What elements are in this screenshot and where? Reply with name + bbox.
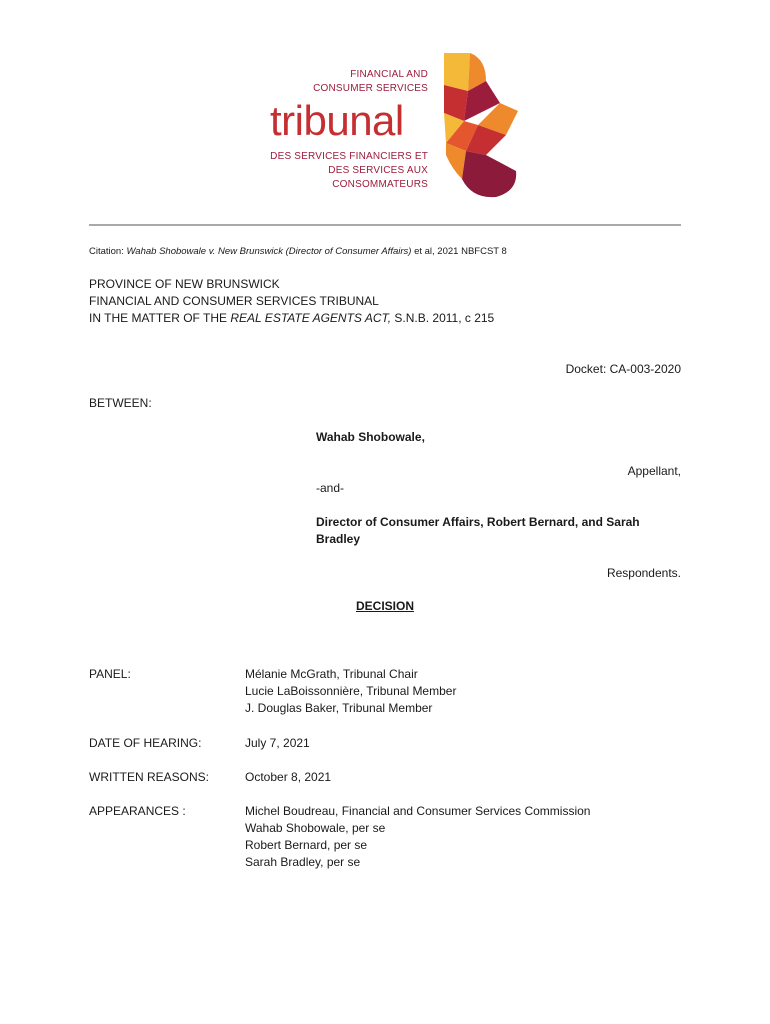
hearing-date-row	[89, 735, 689, 752]
respondents-role: Respondents.	[606, 566, 681, 580]
logo-t-mark-icon	[440, 51, 522, 201]
written-reasons-value: October 8, 2021	[245, 770, 332, 784]
panel-row	[89, 666, 689, 717]
appearance-item: Sarah Bradley, per se	[245, 855, 361, 869]
respondents-names: Director of Consumer Affairs, Robert Bernard, and Sarah Bradley	[316, 515, 640, 546]
written-reasons-row	[89, 769, 689, 786]
panel-label: PANEL:	[89, 667, 131, 681]
written-reasons-label: WRITTEN REASONS:	[89, 770, 210, 784]
panel-member: Lucie LaBoissonnière, Tribunal Member	[245, 684, 457, 698]
panel-member: J. Douglas Baker, Tribunal Member	[245, 701, 433, 715]
tribunal-logo	[240, 48, 530, 203]
hearing-date-label: DATE OF HEARING:	[89, 736, 202, 750]
and-separator: -and-	[316, 481, 345, 495]
docket-number: Docket: CA-003-2020	[565, 362, 681, 376]
between-label: BETWEEN:	[89, 396, 152, 410]
panel-member: Mélanie McGrath, Tribunal Chair	[245, 667, 418, 681]
appearance-item: Robert Bernard, per se	[245, 838, 368, 852]
appearance-item: Wahab Shobowale, per se	[245, 821, 386, 835]
hearing-date-value: July 7, 2021	[245, 736, 310, 750]
jurisdiction-heading: PROVINCE OF NEW BRUNSWICK FINANCIAL AND CONSUMER SERVICES TRIBUNAL IN THE MATTER OF THE REAL ESTATE AGENTS ACT, S.N.B. 2011, c 215	[89, 277, 495, 325]
appellant-name: Wahab Shobowale,	[316, 430, 425, 444]
appearances-row	[89, 803, 689, 871]
appearances-list	[245, 803, 590, 871]
appearance-item: Michel Boudreau, Financial and Consumer Services Commission	[245, 804, 591, 818]
appellant-role: Appellant,	[627, 464, 681, 478]
logo-french-name: DES SERVICES FINANCIERS ET DES SERVICES AUX CONSOMMATEURS	[270, 151, 428, 190]
logo-english-name: FINANCIAL AND CONSUMER SERVICES	[313, 69, 428, 94]
citation: Citation: Wahab Shobowale v. New Brunswick (Director of Consumer Affairs) et al, 2021 NBFCST 8	[89, 246, 507, 257]
logo-wordmark: tribunal	[270, 97, 404, 144]
panel-members	[245, 666, 456, 717]
header-divider	[89, 224, 681, 226]
decision-title: DECISION	[355, 599, 414, 613]
appearances-label: APPEARANCES :	[89, 804, 186, 818]
